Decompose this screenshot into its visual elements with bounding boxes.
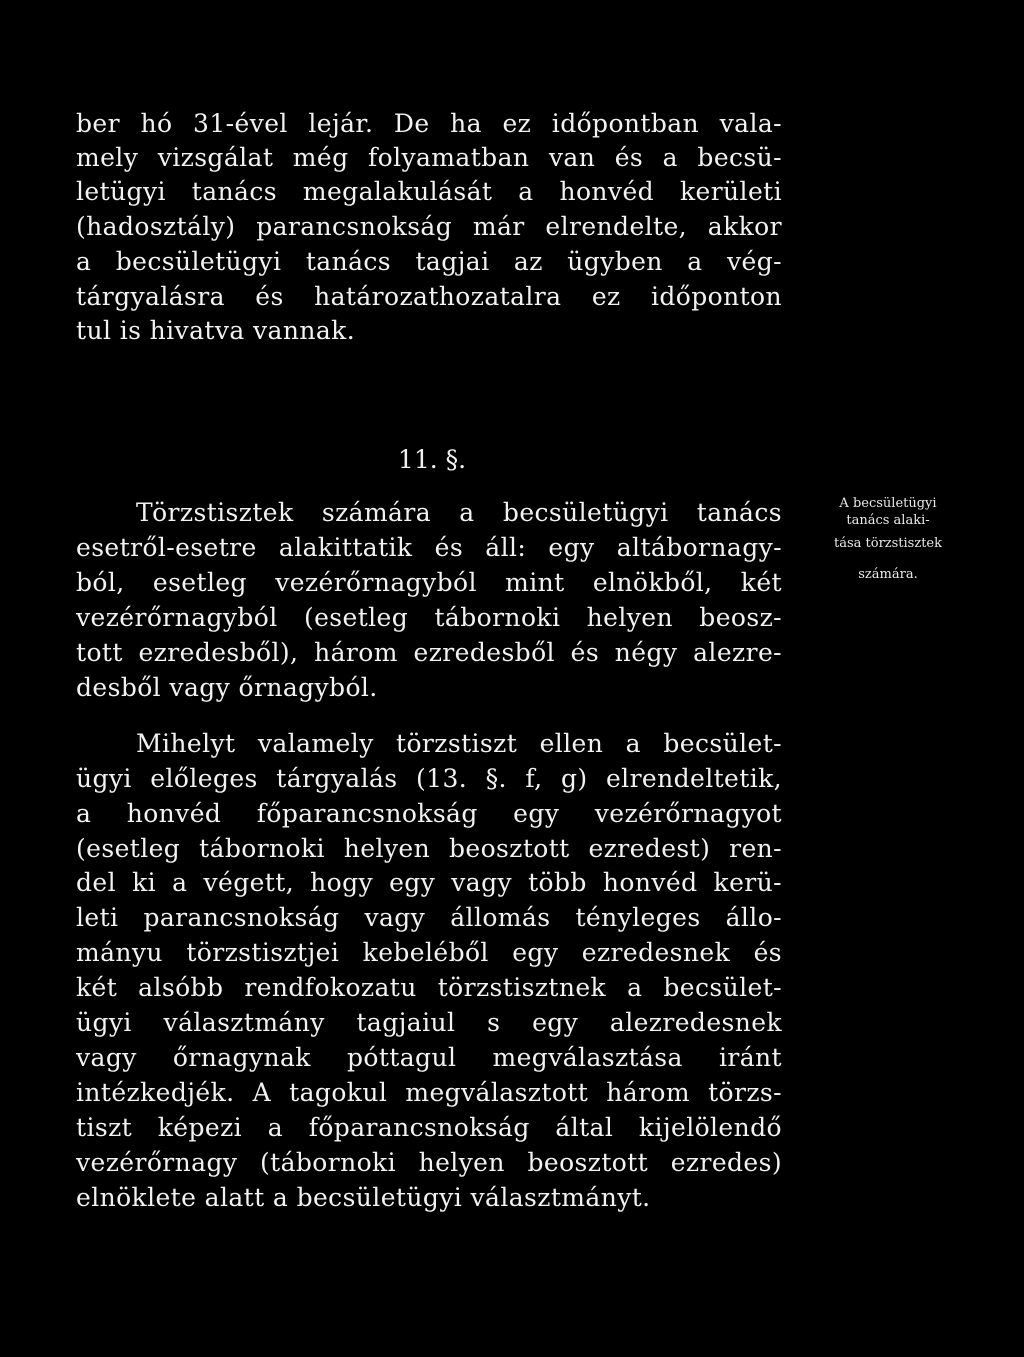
text-line: ügyi választmány tagjaiul s egy alezredesnek [76, 1008, 782, 1037]
margin-note-line: tása törzstisztek [833, 536, 942, 551]
text-line: ból, esetleg vezérőrnagyból mint elnökből, két [76, 568, 782, 597]
margin-note-line: tanács alaki- [846, 513, 930, 528]
text-line: Mihelyt valamely törzstiszt ellen a becsület- [136, 729, 782, 758]
text-line: vagy őrnagynak póttagul megválasztása iránt [76, 1043, 782, 1072]
section-number: 11. §. [397, 445, 467, 474]
text-line: a becsületügyi tanács tagjai az ügyben a vég- [76, 247, 782, 276]
text-line: ügyi előleges tárgyalás (13. §. f, g) elrendeltetik, [76, 764, 782, 793]
text-line: tul is hivatva vannak. [76, 316, 356, 345]
text-line: tott ezredesből), három ezredesből és négy alezre- [76, 638, 782, 667]
text-line: vezérőrnagy (tábornoki helyen beosztott ezredes) [76, 1148, 782, 1177]
text-line: (hadosztály) parancsnokság már elrendelte, akkor [76, 212, 782, 241]
margin-note-line: A becsületügyi [839, 496, 937, 511]
text-line: (esetleg tábornoki helyen beosztott ezredest) ren- [76, 834, 782, 863]
text-line: mányu törzstisztjei kebeléből egy ezredesnek és [76, 938, 782, 967]
text-line: Törzstisztek számára a becsületügyi tanács [136, 498, 782, 527]
text-line: desből vagy őrnagyból. [76, 673, 378, 702]
section-heading [0, 443, 900, 477]
text-line: ber hó 31-ével lejár. De ha ez időpontban vala- [76, 109, 782, 138]
text-line: intézkedjék. A tagokul megválasztott három törzs- [76, 1078, 782, 1107]
text-line: vezérőrnagyból (esetleg tábornoki helyen beosz- [76, 603, 782, 632]
text-line: két alsóbb rendfokozatu törzstisztnek a becsület- [76, 973, 782, 1002]
text-line: esetről-esetre alakittatik és áll: egy altábornagy- [76, 533, 782, 562]
text-line: a honvéd főparancsnokság egy vezérőrnagyot [76, 799, 782, 828]
text-line: letügyi tanács megalakulását a honvéd kerületi [76, 177, 782, 206]
text-line: leti parancsnokság vagy állomás tényleges állo- [76, 903, 782, 932]
margin-note-line: számára. [858, 567, 918, 582]
text-line: tárgyalásra és határozathozatalra ez időponton [76, 282, 782, 311]
text-line: tiszt képezi a főparancsnokság által kijelölendő [76, 1113, 782, 1142]
text-line: elnöklete alatt a becsületügyi választmányt. [76, 1183, 651, 1212]
text-line: mely vizsgálat még folyamatban van és a becsü- [76, 143, 782, 172]
text-line: del ki a végett, hogy egy vagy több honvéd kerü- [76, 868, 782, 897]
